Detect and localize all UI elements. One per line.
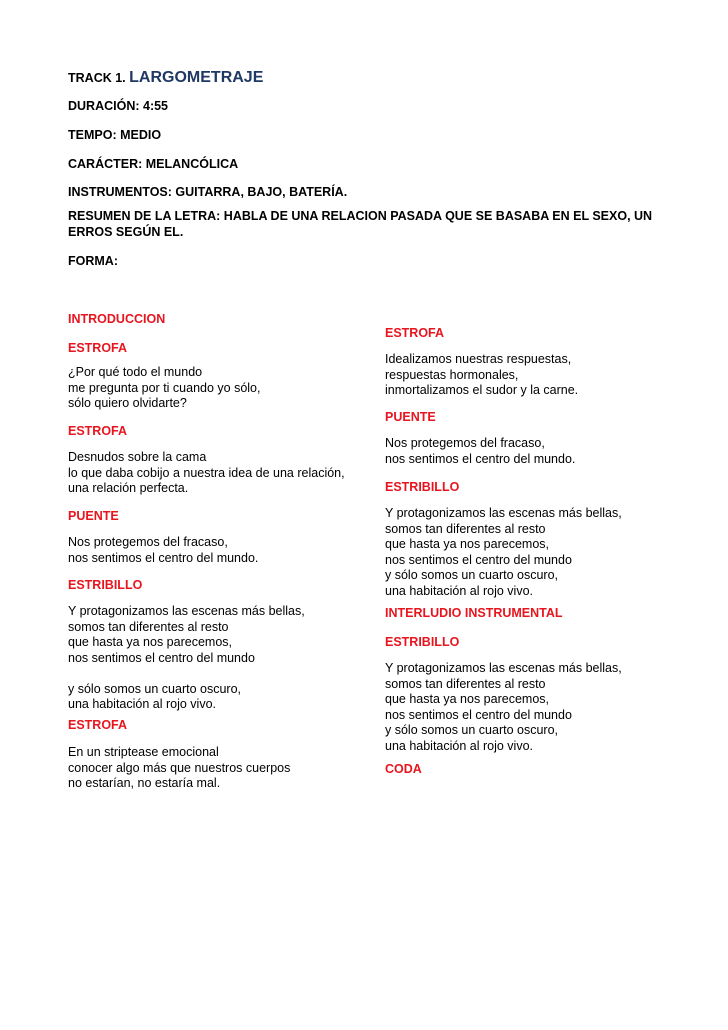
lyrics-block: Y protagonizamos las escenas más bellas, somos tan diferentes al resto que hasta ya nos parecemos, nos sentimos el centro del mundo y sólo somos un cuarto oscuro, una habitación al rojo vivo.: [385, 506, 622, 598]
section-heading-coda: CODA: [385, 762, 422, 776]
lyrics-block: Y protagonizamos las escenas más bellas, somos tan diferentes al resto que hasta ya nos parecemos, nos sentimos el centro del mundo y sólo somos un cuarto oscuro, una habitación al rojo vivo.: [68, 604, 305, 711]
duration-line: DURACIÓN: 4:55: [68, 99, 169, 113]
lyrics-block: Idealizamos nuestras respuestas, respuestas hormonales, inmortalizamos el sudor y la carne.: [385, 352, 579, 397]
character-line: CARÁCTER: MELANCÓLICA: [68, 157, 239, 171]
section-heading-puente: PUENTE: [385, 410, 436, 424]
lyrics-block: Nos protegemos del fracaso, nos sentimos el centro del mundo.: [385, 436, 576, 466]
section-heading-estrofa: ESTROFA: [385, 326, 445, 340]
track-title: LARGOMETRAJE: [129, 69, 264, 86]
track-line: [68, 70, 263, 86]
tempo-line: TEMPO: MEDIO: [68, 128, 162, 142]
section-heading-estrofa: ESTROFA: [68, 424, 128, 438]
section-heading-estribillo: ESTRIBILLO: [385, 480, 460, 494]
lyrics-block: Nos protegemos del fracaso, nos sentimos el centro del mundo.: [68, 535, 259, 565]
lyrics-block: Y protagonizamos las escenas más bellas, somos tan diferentes al resto que hasta ya nos parecemos, nos sentimos el centro del mundo y sólo somos un cuarto oscuro, una habitación al rojo vivo.: [385, 661, 622, 753]
section-heading-puente: PUENTE: [68, 509, 119, 523]
section-heading-estribillo: ESTRIBILLO: [68, 578, 143, 592]
section-heading-introduccion: INTRODUCCION: [68, 312, 166, 326]
section-heading-estrofa: ESTROFA: [68, 341, 128, 355]
section-heading-estribillo: ESTRIBILLO: [385, 635, 460, 649]
section-heading-interludio: INTERLUDIO INSTRUMENTAL: [385, 606, 563, 620]
lyrics-block: ¿Por qué todo el mundo me pregunta por ti cuando yo sólo, sólo quiero olvidarte?: [68, 365, 261, 410]
lyrics-summary: RESUMEN DE LA LETRA: HABLA DE UNA RELACION PASADA QUE SE BASABA EN EL SEXO, UN ERROS SEGÚN EL.: [68, 209, 653, 239]
instruments-line: INSTRUMENTOS: GUITARRA, BAJO, BATERÍA.: [68, 185, 348, 199]
lyrics-block: Desnudos sobre la cama lo que daba cobijo a nuestra idea de una relación, una relación perfecta.: [68, 450, 345, 495]
form-label: FORMA:: [68, 254, 118, 268]
track-prefix: TRACK 1.: [68, 71, 126, 85]
lyrics-block: En un striptease emocional conocer algo más que nuestros cuerpos no estarían, no estaría mal.: [68, 745, 291, 790]
section-heading-estrofa: ESTROFA: [68, 718, 128, 732]
